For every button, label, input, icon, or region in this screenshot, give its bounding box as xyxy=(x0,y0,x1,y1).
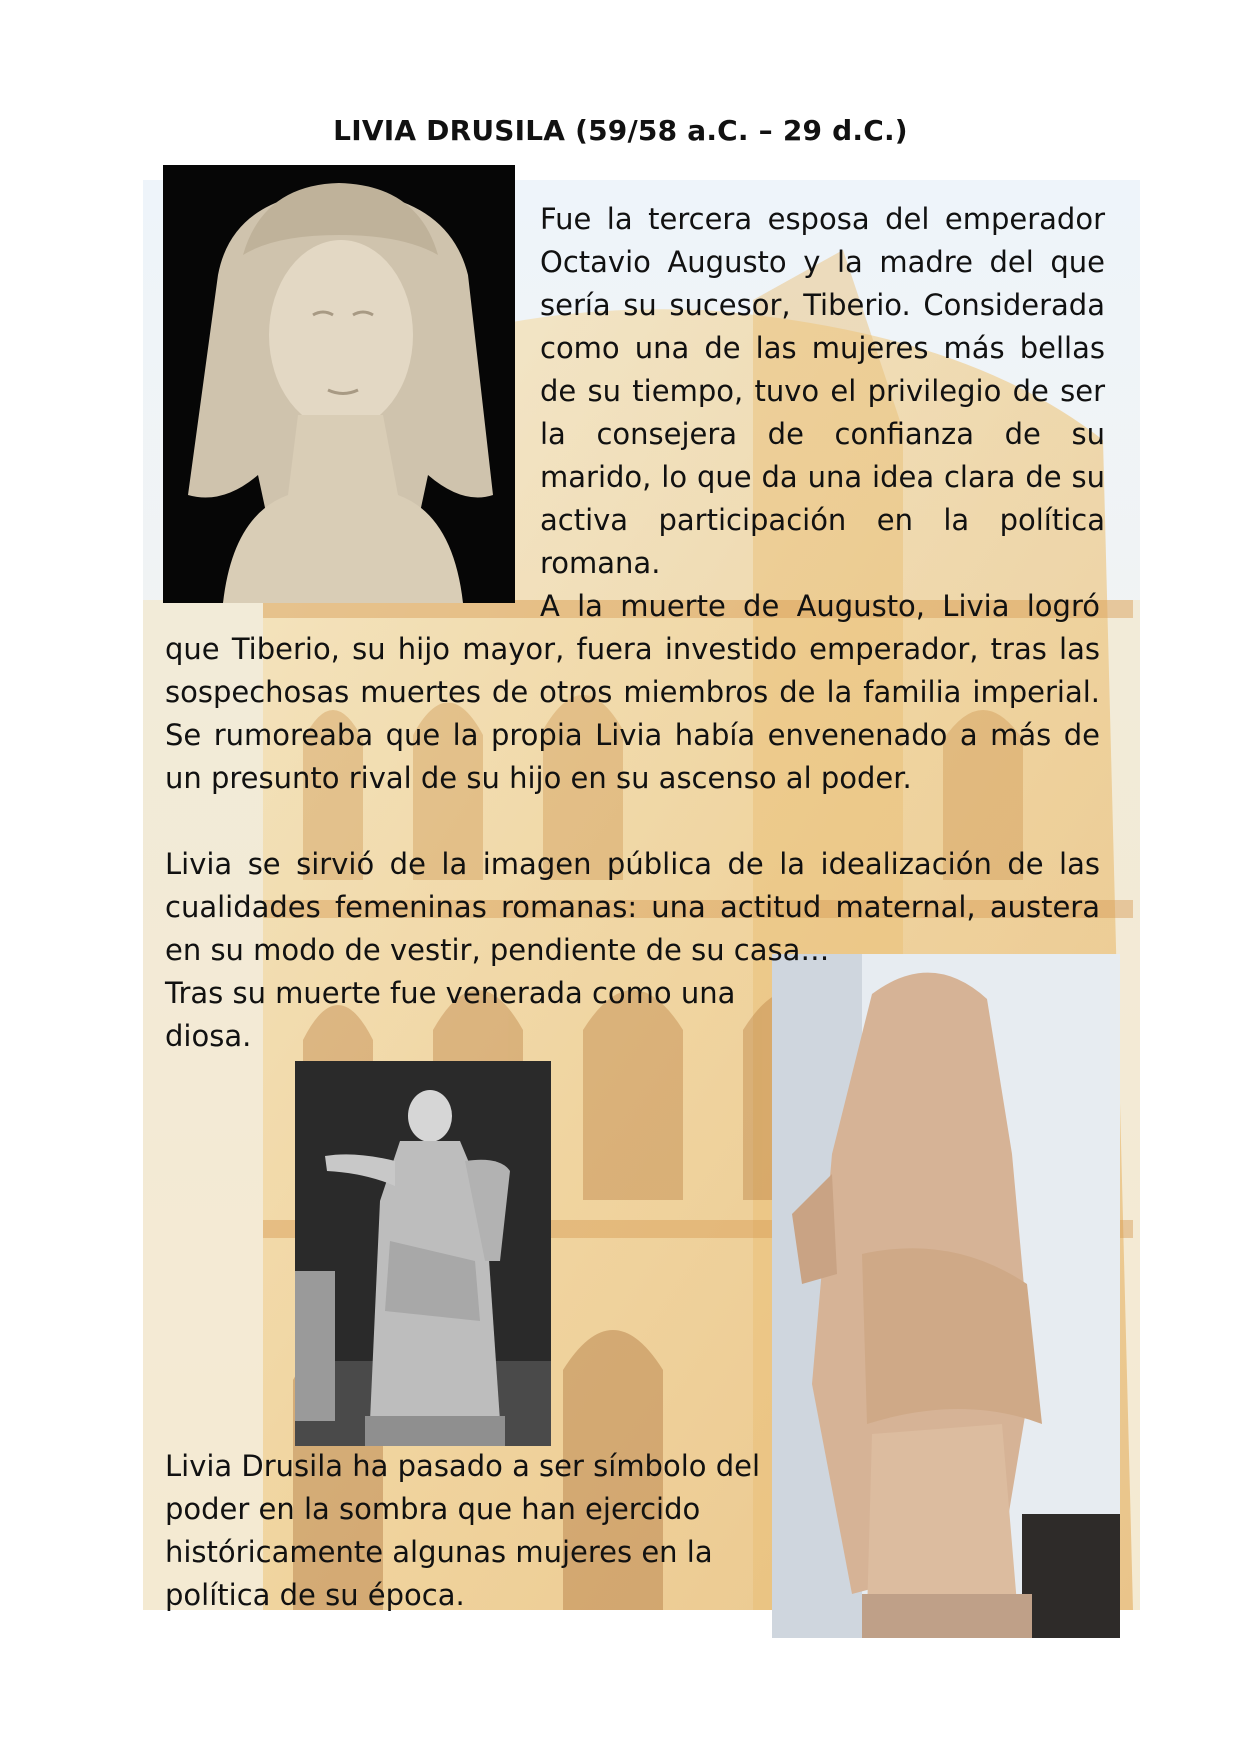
goddess-paragraph: Tras su muerte fue venerada como una diosa. xyxy=(165,976,736,1053)
livia-standing-statue-photo xyxy=(295,1061,551,1446)
symbol-paragraph: Livia Drusila ha pasado a ser símbolo del poder en la sombra que han ejercido históricamente algunas mujeres en la política de su época. xyxy=(165,1449,761,1612)
page-title: LIVIA DRUSILA (59/58 a.C. – 29 d.C.) xyxy=(333,114,908,147)
intro-paragraph: Fue la tercera esposa del emperador Octavio Augusto y la madre del que sería su sucesor, Tiberio. Considerada como una de las mujeres más bellas de su tiempo, tuvo el privilegio de ser la consejera de confianza de su marido, lo que da una idea clara de su activa participación en la política romana. xyxy=(540,202,1105,580)
death-paragraph-first-line: A la muerte de Augusto, Livia logró xyxy=(540,589,1100,623)
death-paragraph: que Tiberio, su hijo mayor, fuera investido emperador, tras las sospechosas muertes de otros miembros de la familia imperial. Se rumoreaba que la propia Livia había envenenado a más de un presunto rival de su hijo en su ascenso al poder. xyxy=(165,632,1100,795)
public-image-paragraph: Livia se sirvió de la imagen pública de la idealización de las cualidades femeninas romanas: una actitud maternal, austera en su modo de vestir, pendiente de su casa… xyxy=(165,847,1100,967)
livia-bust-photo xyxy=(163,165,515,603)
livia-seated-statue-photo xyxy=(772,954,1120,1638)
